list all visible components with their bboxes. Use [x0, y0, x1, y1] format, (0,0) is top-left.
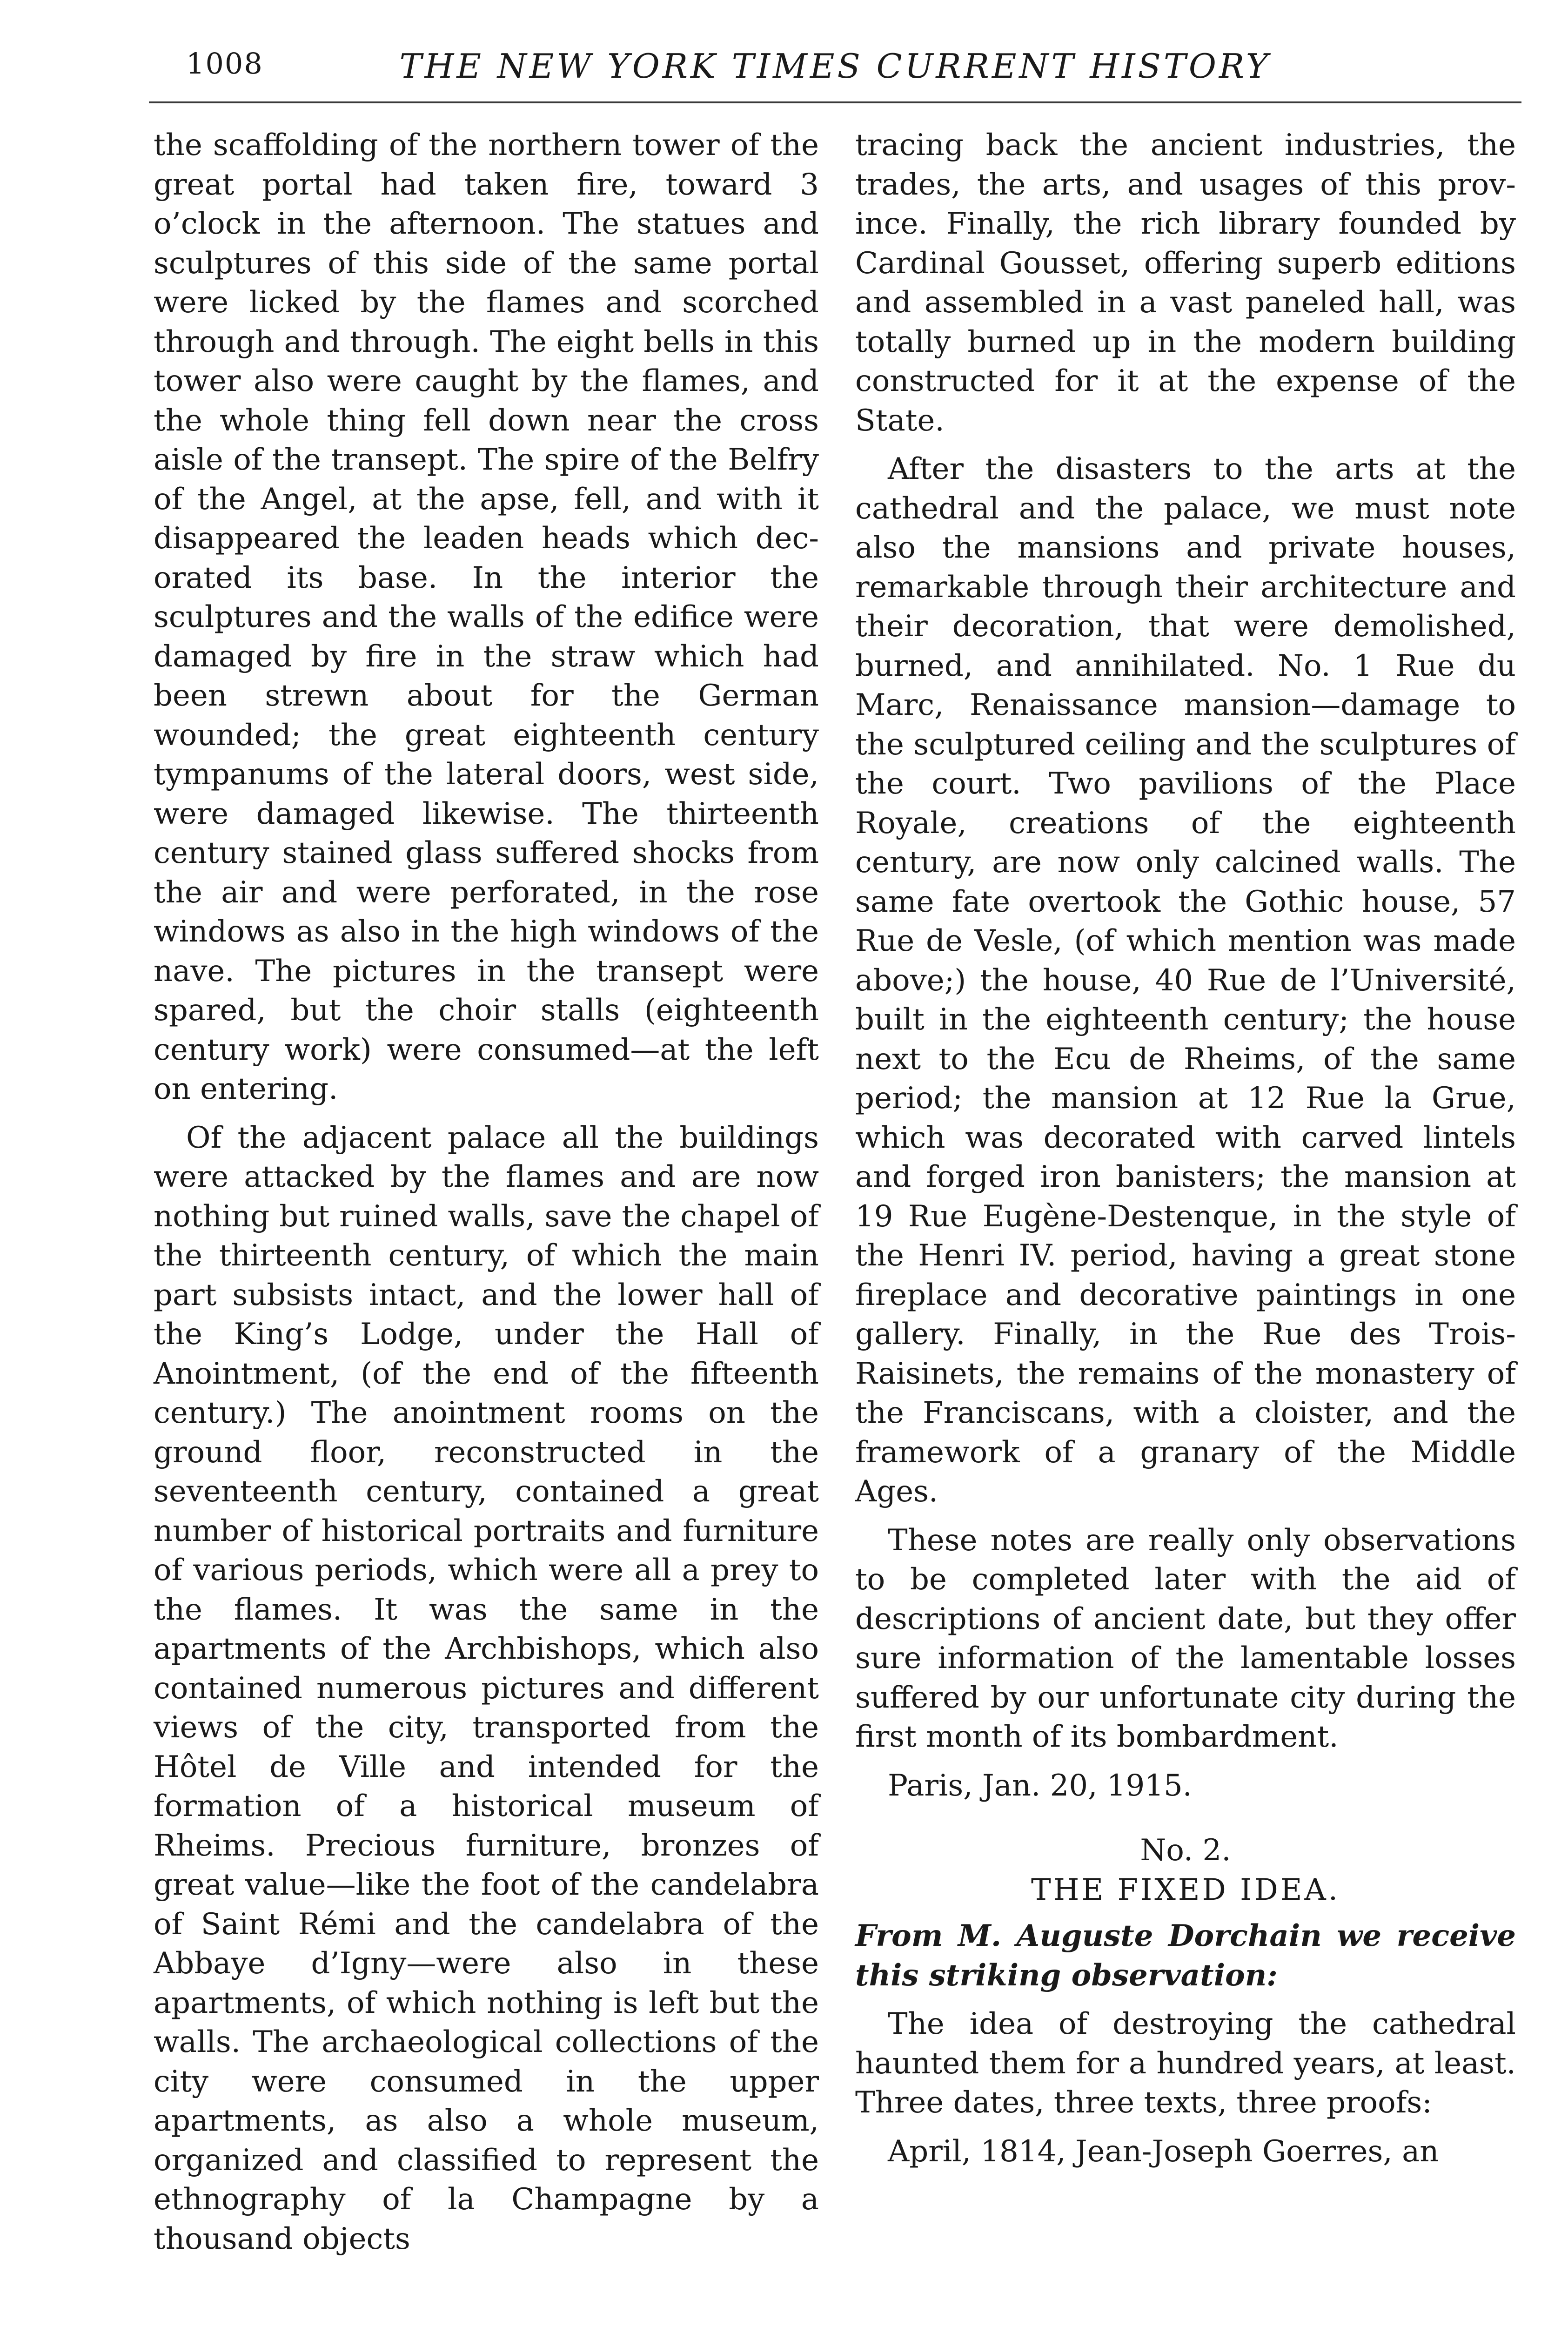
section-number: No. 2.: [1140, 1833, 1231, 1868]
left-paragraph-2: Of the adjacent palace all the buildings were attacked by the flames and are now nothing but ruined walls, save the chapel of the thirteenth century, of which the main part subsists intact, and the lower hall of the King’s Lodge, under the Hall of Anointment, (of the end of the fifteenth century.) The anointment rooms on the ground floor, reconstructed in the seventeenth century, contained a great number of historical portraits and furniture of various periods, which were all a prey to the flames. It was the same in the apartments of the Archbishops, which also contained numerous pictures and different views of the city, transported from the Hôtel de Ville and intended for the formation of a historical museum of Rheims. Precious furniture, bronzes of great value—like the foot of the candelabra of Saint Rémi and the candelabra of the Abbaye d’Igny—were also in these apartments, of which nothing is left but the walls. The archaeological collections of the city were consumed in the upper apartments, as also a whole museum, organized and classified to represent the ethnography of la Champagne by a thousand objects: [154, 1120, 819, 2256]
left-paragraph-1: the scaffolding of the northern tower of the great portal had taken fire, toward 3 o’clock in the afternoon. The statues and sculptures of this side of the same portal were licked by the flames and scorched through and through. The eight bells in this tower also were caught by the flames, and the whole thing fell down near the cross aisle of the transept. The spire of the Belfry of the Angel, at the apse, fell, and with it disappeared the leaden heads which decorated its base. In the interior the sculptures and the walls of the edifice were damaged by fire in the straw which had been strewn about for the German wounded; the great eighteenth century tympanums of the lateral doors, west side, were damaged likewise. The thirteenth century stained glass suffered shocks from the air and were perforated, in the rose windows as also in the high windows of the nave. The pictures in the transept were spared, but the choir stalls (eighteenth century work) were consumed—at the left on entering.: [154, 128, 819, 1106]
right-paragraph-2: After the disasters to the arts at the cathedral and the palace, we must note also the mansions and private houses, remarkable through their architecture and their decoration, that were demolished, burned, and annihilated. No. 1 Rue du Marc, Renaissance mansion—damage to the sculptured ceiling and the sculptures of the court. Two pavilions of the Place Royale, creations of the eighteenth century, are now only calcined walls. The same fate overtook the Gothic house, 57 Rue de Vesle, (of which mention was made above;) the house, 40 Rue de l’Université, built in the eighteenth century; the house next to the Ecu de Rheims, of the same period; the mansion at 12 Rue la Grue, which was decorated with carved lintels and forged iron banisters; the mansion at 19 Rue Eugène-Destenque, in the style of the Henri IV. period, having a great stone fireplace and decorative paintings in one gallery. Finally, in the Rue des Trois-Raisinets, the remains of the monastery of the Franciscans, with a cloister, and the framework of a granary of the Middle Ages.: [855, 452, 1516, 1509]
right-paragraph-5: April, 1814, Jean-Joseph Goerres, an: [888, 2134, 1439, 2169]
page-number: 1008: [186, 47, 263, 81]
dateline: Paris, Jan. 20, 1915.: [888, 1768, 1192, 1803]
section-title: THE FIXED IDEA.: [1031, 1872, 1340, 1907]
section-intro: From M. Auguste Dorchain we receive this striking observation:: [855, 1918, 1516, 1993]
running-title: THE NEW YORK TIMES CURRENT HISTORY: [399, 47, 1271, 86]
page-header: [149, 47, 1521, 107]
right-paragraph-4: The idea of destroying the cathedral haunted them for a hundred years, at least. Three dates, three texts, three proofs:: [855, 2007, 1516, 2120]
left-column: [154, 126, 819, 2268]
right-paragraph-3: These notes are really only observations to be completed later with the aid of descriptions of ancient date, but they offer sure information of the lamentable losses suffered by our unfortunate city during the first month of its bombardment.: [855, 1523, 1516, 1754]
right-column: [855, 126, 1516, 2180]
right-paragraph-1: tracing back the ancient industries, the trades, the arts, and usages of this province. Finally, the rich library founded by Cardinal Gousset, offering superb editions and assembled in a vast paneled hall, was totally burned up in the modern building constructed for it at the expense of the State.: [855, 128, 1516, 438]
header-rule: [149, 101, 1521, 103]
